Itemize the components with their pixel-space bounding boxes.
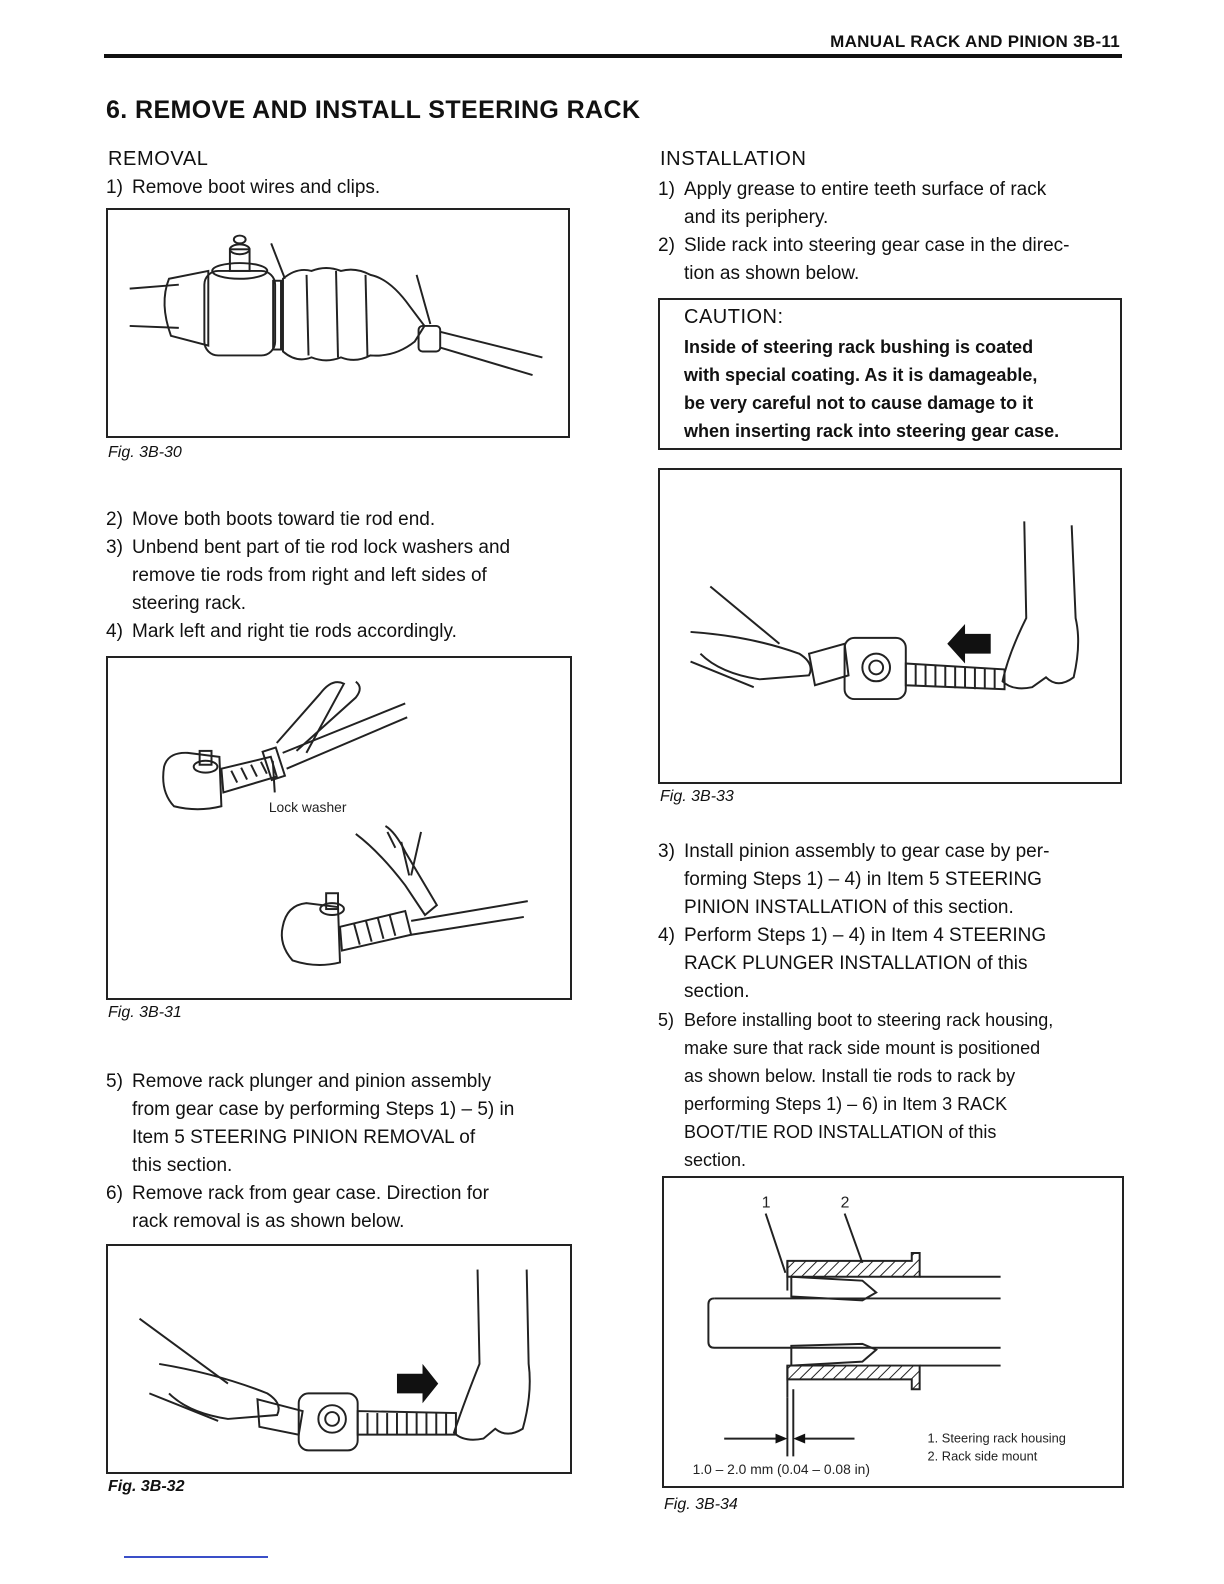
tie-rod-lock-washer-illustration xyxy=(108,658,570,998)
caution-box xyxy=(658,298,1122,450)
removal-step-5: 5) Remove rack plunger and pinion assembly from gear case by performing Steps 1) – 5) in Item 5 STEERING PINION REMOVAL of this section. xyxy=(106,1071,515,1176)
removal-step-2: 2) Move both boots toward tie rod end. xyxy=(106,509,436,530)
callout-1: 1 xyxy=(761,1194,771,1212)
removal-step-4: 4) Mark left and right tie rods accordingly. xyxy=(106,621,457,642)
figure-3b-32-caption: Fig. 3B-32 xyxy=(108,1478,185,1495)
figure-3b-30-caption: Fig. 3B-30 xyxy=(108,444,182,461)
footer-link-underline[interactable] xyxy=(124,1556,268,1558)
installation-step-4: 4) Perform Steps 1) – 4) in Item 4 STEERING RACK PLUNGER INSTALLATION of this section. xyxy=(658,925,1047,1002)
removal-step-3: 3) Unbend bent part of tie rod lock washers and remove tie rods from right and left sides of steering rack. xyxy=(106,537,511,614)
caution-title: CAUTION: xyxy=(684,306,784,328)
arrow-right-icon xyxy=(397,1364,438,1403)
figure-3b-33-caption: Fig. 3B-33 xyxy=(660,788,734,805)
legend-item-2: 2. Rack side mount xyxy=(927,1448,1038,1464)
figure-3b-34 xyxy=(662,1176,1124,1488)
boot-wire-illustration xyxy=(108,210,568,436)
figure-3b-30 xyxy=(106,208,570,438)
installation-step-3: 3) Install pinion assembly to gear case by per- forming Steps 1) – 4) in Item 5 STEERING PINION INSTALLATION of this section. xyxy=(658,841,1050,918)
figure-3b-34-caption: Fig. 3B-34 xyxy=(664,1496,738,1513)
installation-step-1: 1) Apply grease to entire teeth surface of rack and its periphery. xyxy=(658,179,1047,228)
dimension-label: 1.0 – 2.0 mm (0.04 – 0.08 in) xyxy=(692,1461,870,1478)
removal-step-1: 1) Remove boot wires and clips. xyxy=(106,177,381,198)
figure-3b-31-caption: Fig. 3B-31 xyxy=(108,1004,182,1021)
installation-step-2: 2) Slide rack into steering gear case in the direc- tion as shown below. xyxy=(658,235,1070,284)
installation-heading: INSTALLATION xyxy=(660,148,807,170)
callout-2: 2 xyxy=(840,1194,850,1212)
lock-washer-label: Lock washer xyxy=(268,799,347,816)
section-title: 6. REMOVE AND INSTALL STEERING RACK xyxy=(106,96,641,124)
figure-3b-32 xyxy=(106,1244,572,1474)
caution-text: Inside of steering rack bushing is coated with special coating. As it is damageable, be very careful not to cause damage to it when inserting rack into steering gear case. xyxy=(684,337,1060,441)
legend-item-1: 1. Steering rack housing xyxy=(927,1430,1066,1446)
removal-step-6: 6) Remove rack from gear case. Direction for rack removal is as shown below. xyxy=(106,1183,489,1232)
header-rule xyxy=(104,54,1122,58)
installation-step-5: 5) Before installing boot to steering rack housing, make sure that rack side mount is positioned as shown below. Install tie rods to rack by performing Steps 1) – 6) in Item 3 RACK BOOT/TIE ROD INSTALLATION of this section. xyxy=(658,1010,1054,1170)
rack-removal-illustration xyxy=(108,1246,570,1472)
figure-3b-33 xyxy=(658,468,1122,784)
figure-3b-31 xyxy=(106,656,572,1000)
page-header-title: MANUAL RACK AND PINION 3B-11 xyxy=(830,32,1120,51)
arrow-left-icon xyxy=(947,624,990,663)
removal-heading: REMOVAL xyxy=(108,148,209,170)
rack-installation-illustration xyxy=(660,470,1120,782)
rack-side-mount-diagram xyxy=(664,1178,1122,1486)
